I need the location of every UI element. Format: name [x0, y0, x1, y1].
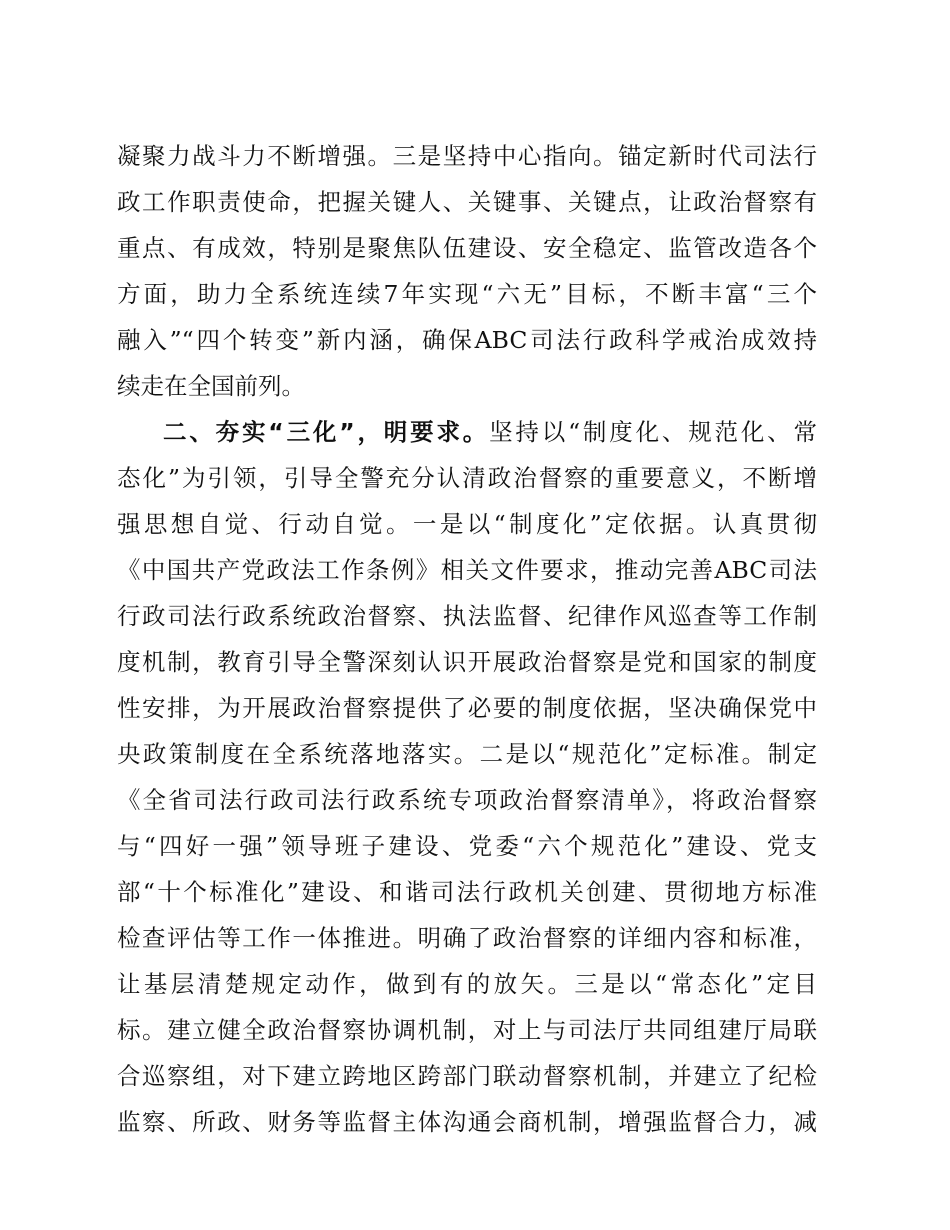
text-line: 央政策制度在全系统落地落实。二是以“规范化”定标准。制定 [117, 740, 817, 768]
text-line: 续走在全国前列。 [117, 372, 305, 400]
section-heading-line [163, 417, 817, 447]
text-line: 合巡察组，对下建立跨地区跨部门联动督察机制，并建立了纪检 [117, 1062, 817, 1090]
text-line: 让基层清楚规定动作，做到有的放矢。三是以“常态化”定目 [117, 970, 817, 998]
text-line: 融入”“四个转变”新内涵，确保ABC司法行政科学戒治成效持 [117, 326, 817, 354]
text-line: 凝聚力战斗力不断增强。三是坚持中心指向。锚定新时代司法行 [117, 142, 817, 170]
text-line: 与“四好一强”领导班子建设、党委“六个规范化”建设、党支 [117, 832, 817, 860]
text-line: 标。建立健全政治督察协调机制，对上与司法厅共同组建厅局联 [117, 1016, 817, 1044]
text-line: 《中国共产党政法工作条例》相关文件要求，推动完善ABC司法 [117, 556, 817, 584]
text-line: 政工作职责使命，把握关键人、关键事、关键点，让政治督察有 [117, 188, 817, 216]
text-line: 部“十个标准化”建设、和谐司法行政机关创建、贯彻地方标准 [117, 878, 817, 906]
text-line: 《全省司法行政司法行政系统专项政治督察清单》，将政治督察 [117, 786, 817, 814]
text-line: 性安排，为开展政治督察提供了必要的制度依据，坚决确保党中 [117, 694, 817, 722]
text-line: 态化”为引领，引导全警充分认清政治督察的重要意义，不断增 [117, 464, 817, 492]
text-line: 监察、所政、财务等监督主体沟通会商机制，增强监督合力，减 [117, 1108, 817, 1136]
section-heading: 二、夯实“三化”，明要求。 [163, 418, 490, 446]
text-span: 坚持以“制度化、规范化、常 [489, 418, 818, 446]
text-line: 重点、有成效，特别是聚焦队伍建设、安全稳定、监管改造各个 [117, 234, 817, 262]
text-line: 行政司法行政系统政治督察、执法监督、纪律作风巡查等工作制 [117, 602, 817, 630]
text-line: 强思想自觉、行动自觉。一是以“制度化”定依据。认真贯彻 [117, 510, 817, 538]
text-line: 度机制，教育引导全警深刻认识开展政治督察是党和国家的制度 [117, 648, 817, 676]
text-line: 检查评估等工作一体推进。明确了政治督察的详细内容和标准， [117, 924, 817, 952]
text-line: 方面，助力全系统连续7年实现“六无”目标，不断丰富“三个 [117, 280, 817, 308]
